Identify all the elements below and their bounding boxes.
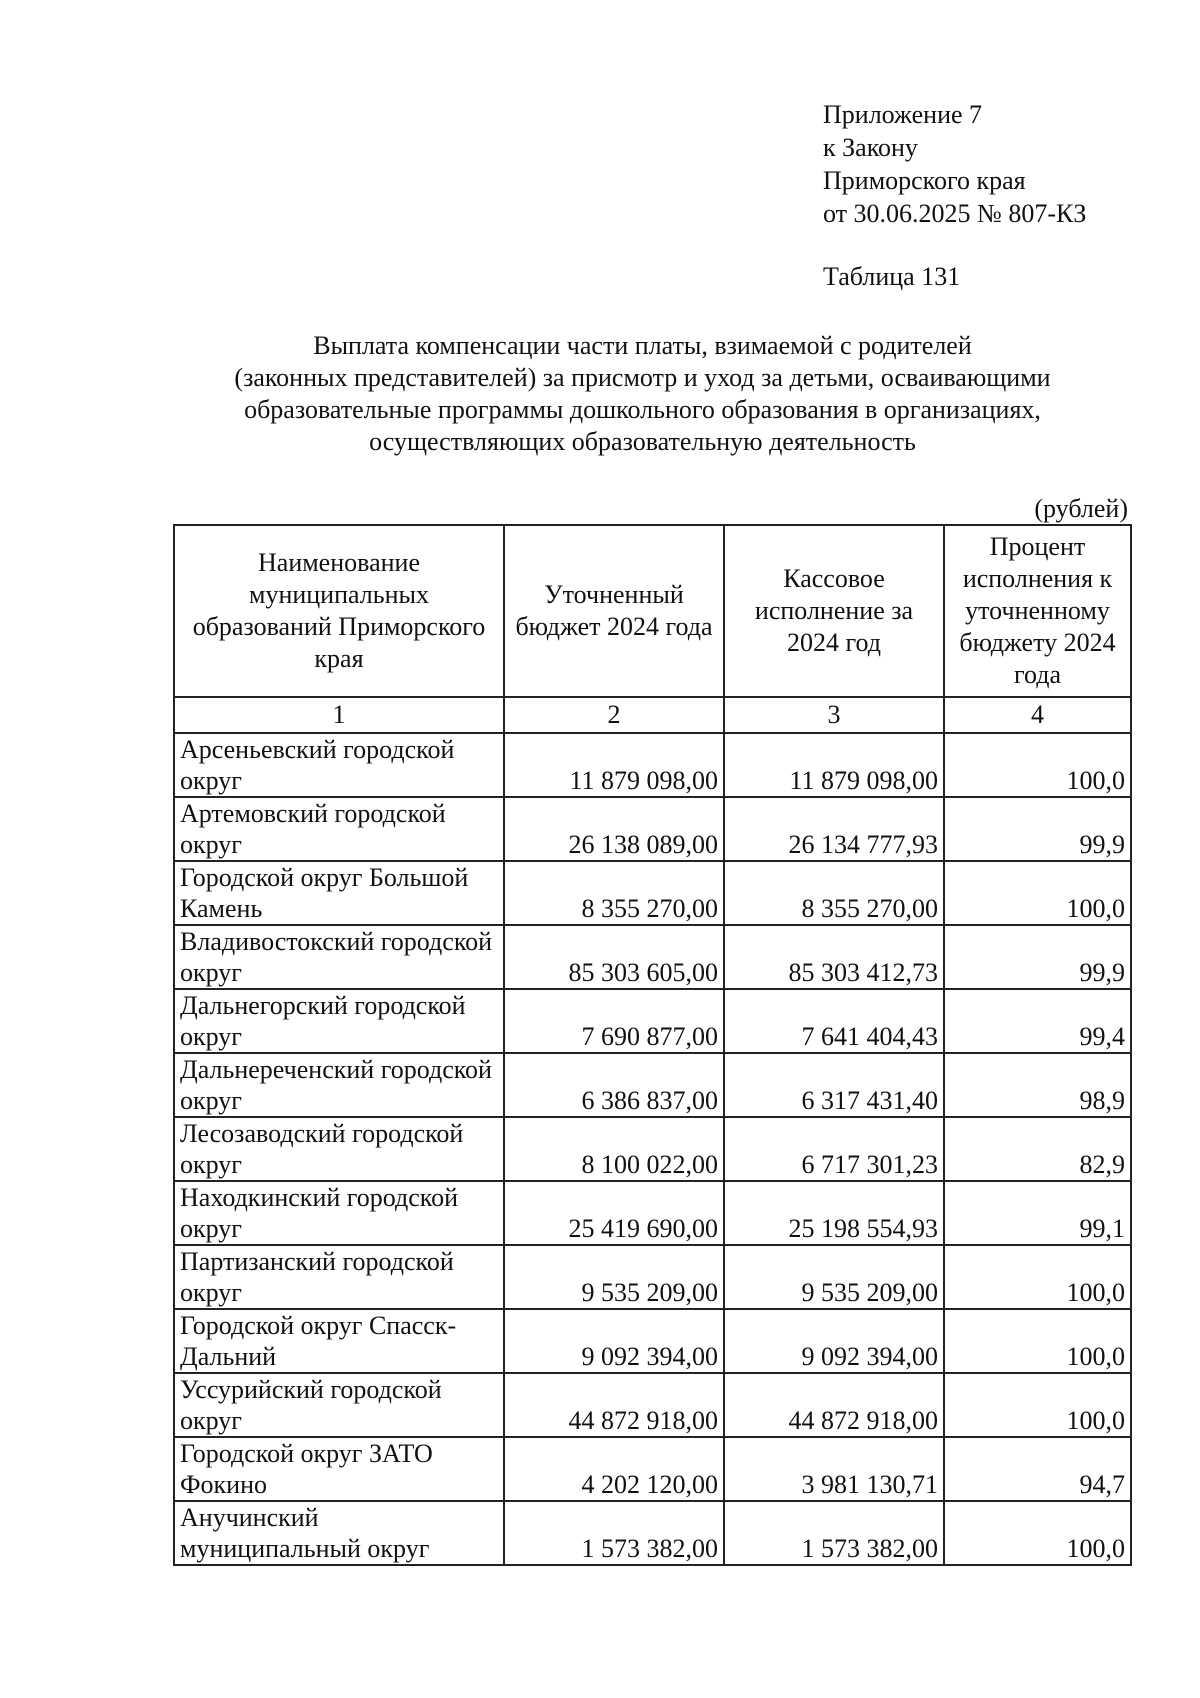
municipality-cell: Арсеньевский городской округ — [174, 733, 504, 797]
table-row — [174, 1245, 1131, 1309]
execution-cell: 9 092 394,00 — [724, 1309, 944, 1373]
table-row — [174, 989, 1131, 1053]
execution-cell: 9 535 209,00 — [724, 1245, 944, 1309]
budget-cell: 8 355 270,00 — [504, 861, 724, 925]
table-row — [174, 925, 1131, 989]
percent-cell: 99,1 — [944, 1181, 1131, 1245]
budget-cell: 44 872 918,00 — [504, 1373, 724, 1437]
budget-cell: 9 092 394,00 — [504, 1309, 724, 1373]
header-percent: Процент исполнения к уточненному бюджету 2024 года — [944, 525, 1131, 697]
budget-cell: 1 573 382,00 — [504, 1501, 724, 1565]
column-number-row — [174, 697, 1131, 733]
column-number: 4 — [944, 697, 1131, 733]
annex-line: к Закону — [823, 133, 918, 162]
budget-cell: 8 100 022,00 — [504, 1117, 724, 1181]
municipality-cell: Артемовский городской округ — [174, 797, 504, 861]
percent-cell: 99,9 — [944, 797, 1131, 861]
header-budget: Уточненный бюджет 2024 года — [504, 525, 724, 697]
table-row — [174, 1117, 1131, 1181]
table-row — [174, 733, 1131, 797]
budget-cell: 11 879 098,00 — [504, 733, 724, 797]
municipality-cell: Лесозаводский городской округ — [174, 1117, 504, 1181]
budget-cell: 6 386 837,00 — [504, 1053, 724, 1117]
column-number: 1 — [174, 697, 504, 733]
percent-cell: 82,9 — [944, 1117, 1131, 1181]
percent-cell: 100,0 — [944, 1245, 1131, 1309]
municipality-cell: Находкинский городской округ — [174, 1181, 504, 1245]
annex-reference — [823, 98, 1086, 230]
annex-line: Приложение 7 — [823, 100, 983, 129]
execution-cell: 6 717 301,23 — [724, 1117, 944, 1181]
title-line: (законных представителей) за присмотр и уход за детьми, осваивающими — [234, 363, 1051, 392]
table-row — [174, 1373, 1131, 1437]
municipality-cell: Партизанский городской округ — [174, 1245, 504, 1309]
header-municipality: Наименование муниципальных образований Приморского края — [174, 525, 504, 697]
title-line: образовательные программы дошкольного образования в организациях, — [244, 395, 1041, 424]
document-title — [160, 330, 1125, 458]
municipality-cell: Анучинский муниципальный округ — [174, 1501, 504, 1565]
execution-cell: 11 879 098,00 — [724, 733, 944, 797]
percent-cell: 100,0 — [944, 861, 1131, 925]
execution-cell: 85 303 412,73 — [724, 925, 944, 989]
municipality-cell: Городской округ Большой Камень — [174, 861, 504, 925]
table-row — [174, 1181, 1131, 1245]
municipality-cell: Городской округ ЗАТО Фокино — [174, 1437, 504, 1501]
execution-cell: 26 134 777,93 — [724, 797, 944, 861]
percent-cell: 99,4 — [944, 989, 1131, 1053]
percent-cell: 100,0 — [944, 1309, 1131, 1373]
annex-line: Приморского края — [823, 166, 1026, 195]
column-number: 2 — [504, 697, 724, 733]
municipality-cell: Уссурийский городской округ — [174, 1373, 504, 1437]
budget-cell: 4 202 120,00 — [504, 1437, 724, 1501]
annex-line: от 30.06.2025 № 807-КЗ — [823, 199, 1087, 228]
budget-cell: 7 690 877,00 — [504, 989, 724, 1053]
execution-cell: 6 317 431,40 — [724, 1053, 944, 1117]
header-row — [174, 525, 1131, 697]
execution-cell: 3 981 130,71 — [724, 1437, 944, 1501]
percent-cell: 100,0 — [944, 733, 1131, 797]
percent-cell: 98,9 — [944, 1053, 1131, 1117]
table-row — [174, 1053, 1131, 1117]
budget-cell: 85 303 605,00 — [504, 925, 724, 989]
execution-cell: 8 355 270,00 — [724, 861, 944, 925]
execution-cell: 1 573 382,00 — [724, 1501, 944, 1565]
percent-cell: 99,9 — [944, 925, 1131, 989]
municipality-cell: Владивостокский городской округ — [174, 925, 504, 989]
budget-cell: 26 138 089,00 — [504, 797, 724, 861]
table-row — [174, 1501, 1131, 1565]
table-row — [174, 797, 1131, 861]
table-row — [174, 861, 1131, 925]
header-execution: Кассовое исполнение за 2024 год — [724, 525, 944, 697]
percent-cell: 100,0 — [944, 1501, 1131, 1565]
execution-cell: 25 198 554,93 — [724, 1181, 944, 1245]
percent-cell: 100,0 — [944, 1373, 1131, 1437]
execution-cell: 7 641 404,43 — [724, 989, 944, 1053]
table-row — [174, 1309, 1131, 1373]
table-row — [174, 1437, 1131, 1501]
municipality-cell: Дальнегорский городской округ — [174, 989, 504, 1053]
percent-cell: 94,7 — [944, 1437, 1131, 1501]
table-body — [174, 733, 1131, 1565]
budget-cell: 25 419 690,00 — [504, 1181, 724, 1245]
title-line: Выплата компенсации части платы, взимаемой с родителей — [313, 331, 972, 360]
table-label: Таблица 131 — [823, 262, 961, 291]
units-label: (рублей) — [1034, 494, 1128, 523]
data-table — [173, 524, 1132, 1566]
column-number: 3 — [724, 697, 944, 733]
municipality-cell: Дальнереченский городской округ — [174, 1053, 504, 1117]
title-line: осуществляющих образовательную деятельность — [369, 427, 916, 456]
execution-cell: 44 872 918,00 — [724, 1373, 944, 1437]
budget-cell: 9 535 209,00 — [504, 1245, 724, 1309]
municipality-cell: Городской округ Спасск-Дальний — [174, 1309, 504, 1373]
